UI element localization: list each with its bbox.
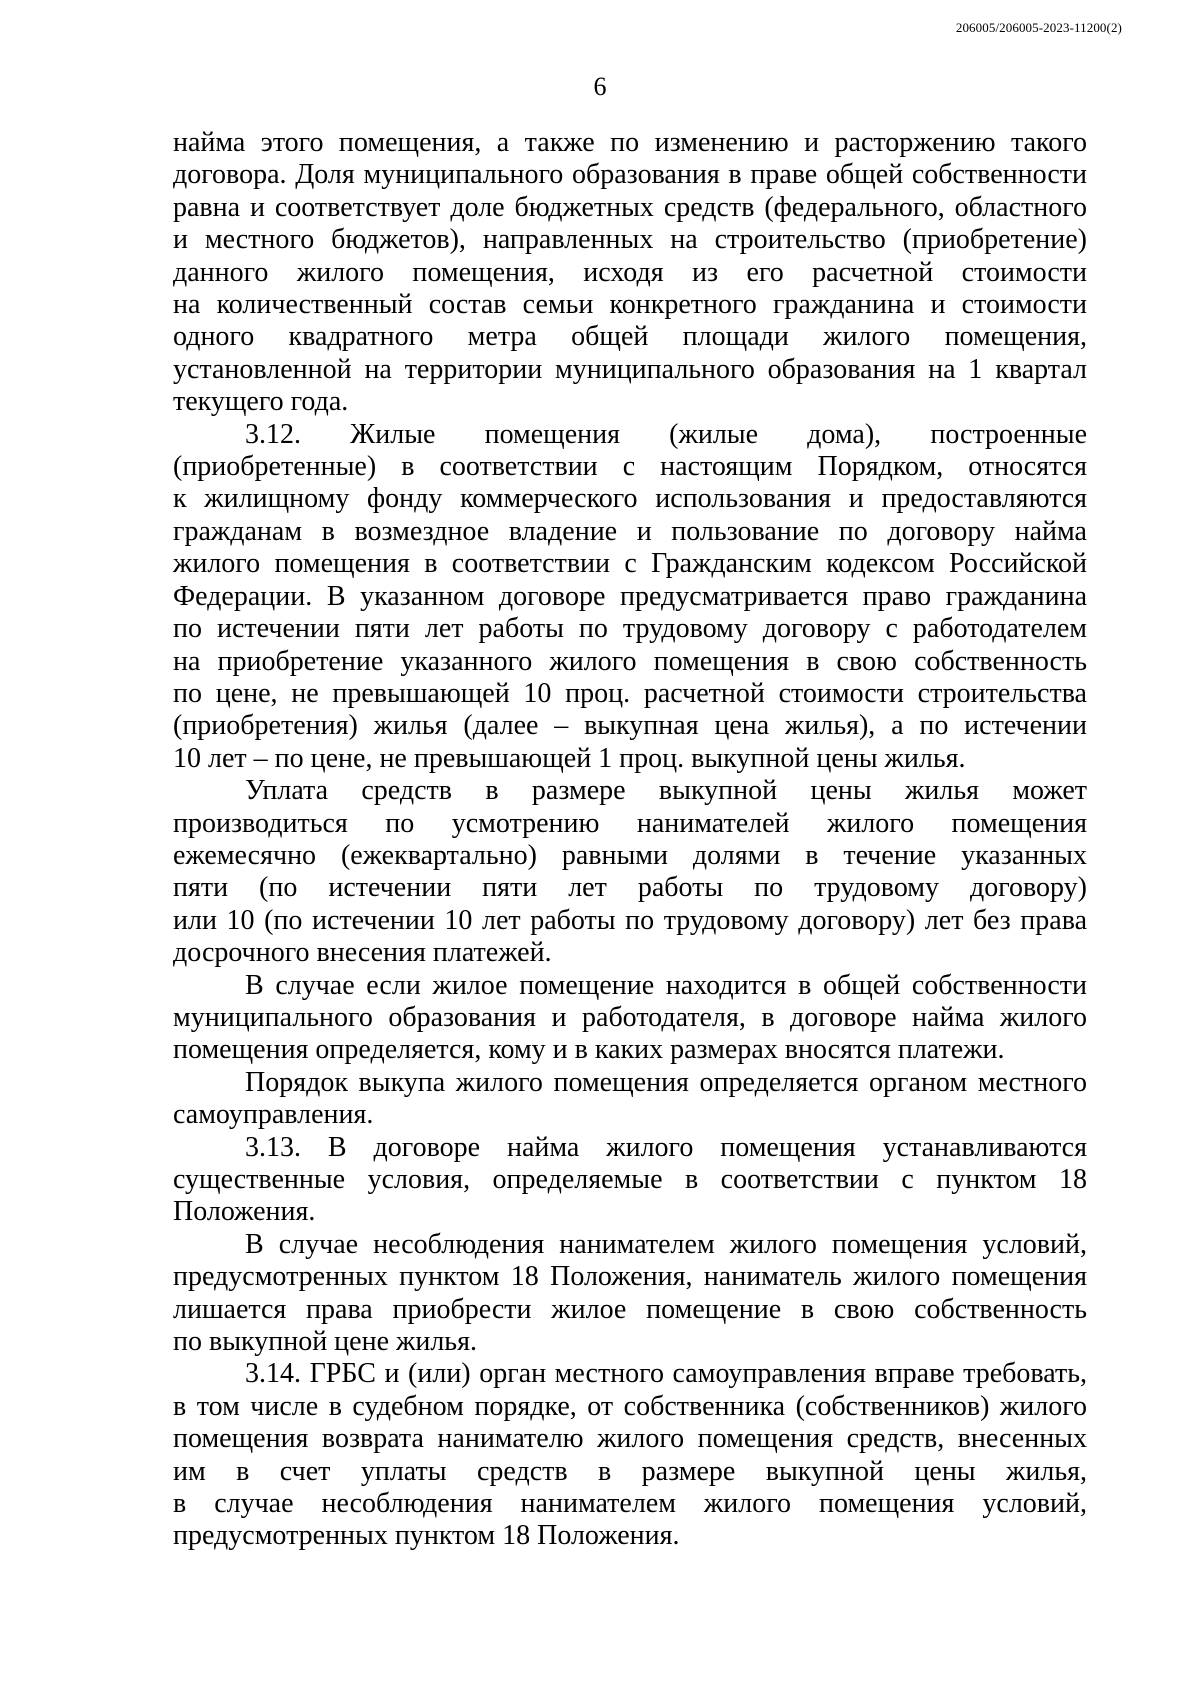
text-line: на приобретение указанного жилого помещения в свою собственность — [173, 645, 1087, 677]
text-line: им в счет уплаты средств в размере выкупной цены жилья, — [173, 1455, 1087, 1487]
text-line: Федерации. В указанном договоре предусматривается право гражданина — [173, 580, 1087, 612]
text-line: по истечении пяти лет работы по трудовому договору с работодателем — [173, 613, 1087, 645]
document-id: 206005/206005-2023-11200(2) — [955, 20, 1122, 35]
text-line: В случае несоблюдения нанимателем жилого помещения условий, — [245, 1228, 1087, 1260]
text-line: равна и соответствует доле бюджетных средств (федерального, областного — [173, 191, 1087, 223]
text-line: в том числе в судебном порядке, от собственника (собственников) жилого — [173, 1390, 1087, 1422]
paragraph — [173, 1067, 1087, 1132]
text-line: данного жилого помещения, исходя из его расчетной стоимости — [173, 256, 1087, 288]
text-line: Уплата средств в размере выкупной цены жилья может — [245, 775, 1087, 807]
text-line: найма этого помещения, а также по изменению и расторжению такого — [173, 127, 1087, 158]
text-line: досрочного внесения платежей. — [173, 937, 552, 969]
text-line: к жилищному фонду коммерческого использования и предоставляются — [173, 483, 1087, 515]
text-line: помещения возврата нанимателю жилого помещения средств, внесенных — [173, 1423, 1087, 1455]
text-line: лишается права приобрести жилое помещение в свою собственность — [173, 1293, 1087, 1325]
text-line: 3.13. В договоре найма жилого помещения устанавливаются — [245, 1131, 1087, 1163]
text-line: 3.14. ГРБС и (или) орган местного самоуправления вправе требовать, — [245, 1358, 1087, 1390]
text-line: 10 лет – по цене, не превышающей 1 проц. выкупной цены жилья. — [173, 742, 966, 774]
text-line: муниципального образования и работодателя, в договоре найма жилого — [173, 1001, 1087, 1033]
text-line: Порядок выкупа жилого помещения определяется органом местного — [245, 1066, 1087, 1098]
text-line: пяти (по истечении пяти лет работы по трудовому договору) — [173, 872, 1087, 904]
text-line: текущего года. — [173, 386, 349, 418]
text-line: на количественный состав семьи конкретного гражданина и стоимости — [173, 289, 1087, 321]
paragraph — [173, 127, 1087, 419]
text-line: помещения определяется, кому и в каких размерах вносятся платежи. — [173, 1034, 1005, 1066]
paragraph — [173, 970, 1087, 1067]
text-line: в случае несоблюдения нанимателем жилого помещения условий, — [173, 1488, 1087, 1520]
text-line: существенные условия, определяемые в соответствии с пунктом 18 — [173, 1164, 1087, 1195]
text-line: или 10 (по истечении 10 лет работы по трудовому договору) лет без права — [173, 904, 1087, 936]
paragraph — [173, 775, 1087, 969]
text-line: одного квадратного метра общей площади жилого помещения, — [173, 321, 1087, 353]
text-line: предусмотренных пунктом 18 Положения. — [173, 1520, 680, 1552]
text-line: 3.12. Жилые помещения (жилые дома), построенные — [245, 418, 1087, 450]
paragraph-3-13 — [173, 1132, 1087, 1229]
paragraph-3-12 — [173, 419, 1087, 775]
paragraph — [173, 1229, 1087, 1359]
document-body — [173, 127, 1087, 1553]
text-line: по цене, не превышающей 10 проц. расчетной стоимости строительства — [173, 677, 1087, 709]
text-line: В случае если жилое помещение находится в общей собственности — [245, 969, 1087, 1001]
text-line: установленной на территории муниципального образования на 1 квартал — [173, 353, 1087, 385]
text-line: Положения. — [173, 1196, 316, 1228]
text-line: жилого помещения в соответствии с Гражданским кодексом Российской — [173, 548, 1087, 580]
text-line: предусмотренных пунктом 18 Положения, наниматель жилого помещения — [173, 1261, 1087, 1293]
text-line: (приобретенные) в соответствии с настоящим Порядком, относятся — [173, 451, 1087, 483]
paragraph-3-14 — [173, 1358, 1087, 1552]
text-line: и местного бюджетов), направленных на строительство (приобретение) — [173, 224, 1087, 256]
text-line: ежемесячно (ежеквартально) равными долями в течение указанных — [173, 839, 1087, 871]
text-line: производиться по усмотрению нанимателей жилого помещения — [173, 807, 1087, 839]
text-line: самоуправления. — [173, 1099, 374, 1131]
text-line: гражданам в возмездное владение и пользование по договору найма — [173, 515, 1087, 547]
text-line: (приобретения) жилья (далее – выкупная цена жилья), а по истечении — [173, 710, 1087, 742]
text-line: договора. Доля муниципального образования в праве общей собственности — [173, 159, 1087, 191]
text-line: по выкупной цене жилья. — [173, 1326, 477, 1358]
page-number: 6 — [593, 72, 607, 101]
